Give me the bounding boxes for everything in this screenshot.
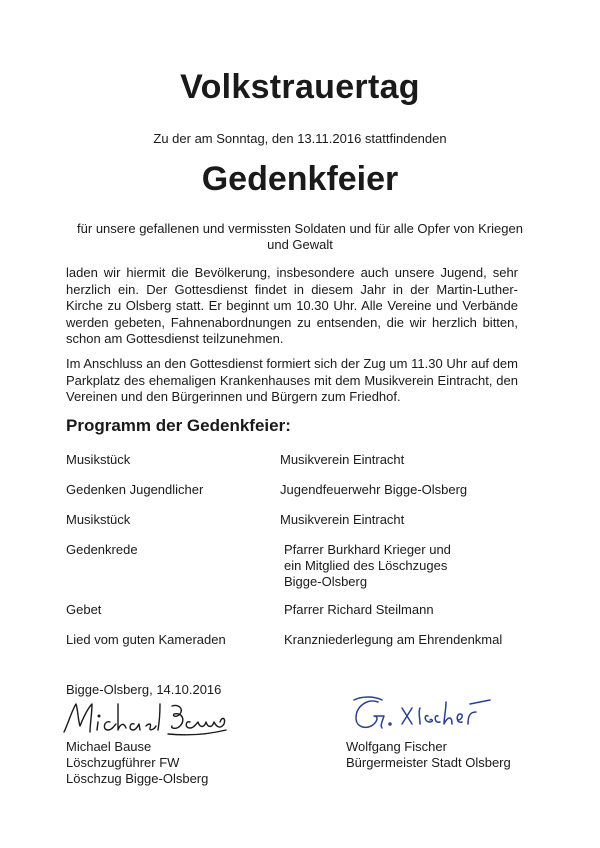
performer-line: Kranzniederlegung am Ehrendenkmal: [284, 632, 503, 647]
performer-line: Pfarrer Richard Steilmann: [284, 602, 434, 617]
signatory-name: Wolfgang Fischer: [346, 739, 447, 754]
signatory-role: Bürgermeister Stadt Olsberg: [346, 755, 511, 770]
performer-line: Bigge-Olsberg: [284, 574, 368, 589]
dedication: [50, 221, 550, 253]
intro-line: Zu der am Sonntag, den 13.11.2016 stattfindenden: [153, 131, 447, 146]
procession-paragraph: Im Anschluss an den Gottesdienst formiert sich der Zug um 11.30 Uhr auf dem Parkplatz des ehemaligen Krankenhauses mit dem Musikverein Eintracht, den Vereinen und den Bürgerinnen und Bürgern zum Friedhof.: [66, 356, 518, 404]
program-performer: [284, 632, 544, 648]
event-title: Gedenkfeier: [201, 160, 399, 198]
program-heading: Programm der Gedenkfeier:: [66, 416, 291, 435]
document-title: Volkstrauertag: [180, 68, 420, 106]
invitation-paragraph: laden wir hiermit die Bevölkerung, insbesondere auch unsere Jugend, sehr herzlich ein. Der Gottesdienst findet in diesem Jahr in der Martin-Luther-Kirche zu Olsberg statt. Er beginnt um 10.30 Uhr. Alle Vereine und Verbände werden gebeten, Fahnenabordnungen zu entsenden, die wir herzlich bitten, schon am Gottesdienst teilzunehmen.: [66, 265, 518, 346]
signature-right-image: [350, 694, 500, 734]
place-date: Bigge-Olsberg, 14.10.2016: [66, 682, 222, 697]
program-performer: [284, 602, 544, 618]
program-item: Lied vom guten Kameraden: [66, 632, 226, 647]
program-item: Gedenkrede: [66, 542, 138, 557]
program-performer: [280, 482, 540, 498]
program-performer: [284, 542, 544, 590]
program-performer: [280, 512, 540, 528]
dedication-line-1: für unsere gefallenen und vermissten Soldaten und für alle Opfer von Kriegen: [77, 221, 523, 236]
performer-line: ein Mitglied des Löschzuges: [284, 558, 448, 573]
performer-line: Pfarrer Burkhard Krieger und: [284, 542, 451, 557]
program-item: Musikstück: [66, 512, 131, 527]
program-item: Gedenken Jugendlicher: [66, 482, 204, 497]
signature-left-image: [60, 696, 240, 740]
program-item: Musikstück: [66, 452, 131, 467]
performer-line: Jugendfeuerwehr Bigge-Olsberg: [280, 482, 468, 497]
performer-line: Musikverein Eintracht: [280, 512, 405, 527]
dedication-line-2: und Gewalt: [267, 237, 333, 252]
performer-line: Musikverein Eintracht: [280, 452, 405, 467]
signatory-unit: Löschzug Bigge-Olsberg: [66, 771, 209, 786]
signatory-role: Löschzugführer FW: [66, 755, 180, 770]
signatory-left: [66, 739, 208, 787]
signatory-name: Michael Bause: [66, 739, 152, 754]
signatory-right: [346, 739, 511, 771]
program-item: Gebet: [66, 602, 102, 617]
program-performer: [280, 452, 540, 468]
